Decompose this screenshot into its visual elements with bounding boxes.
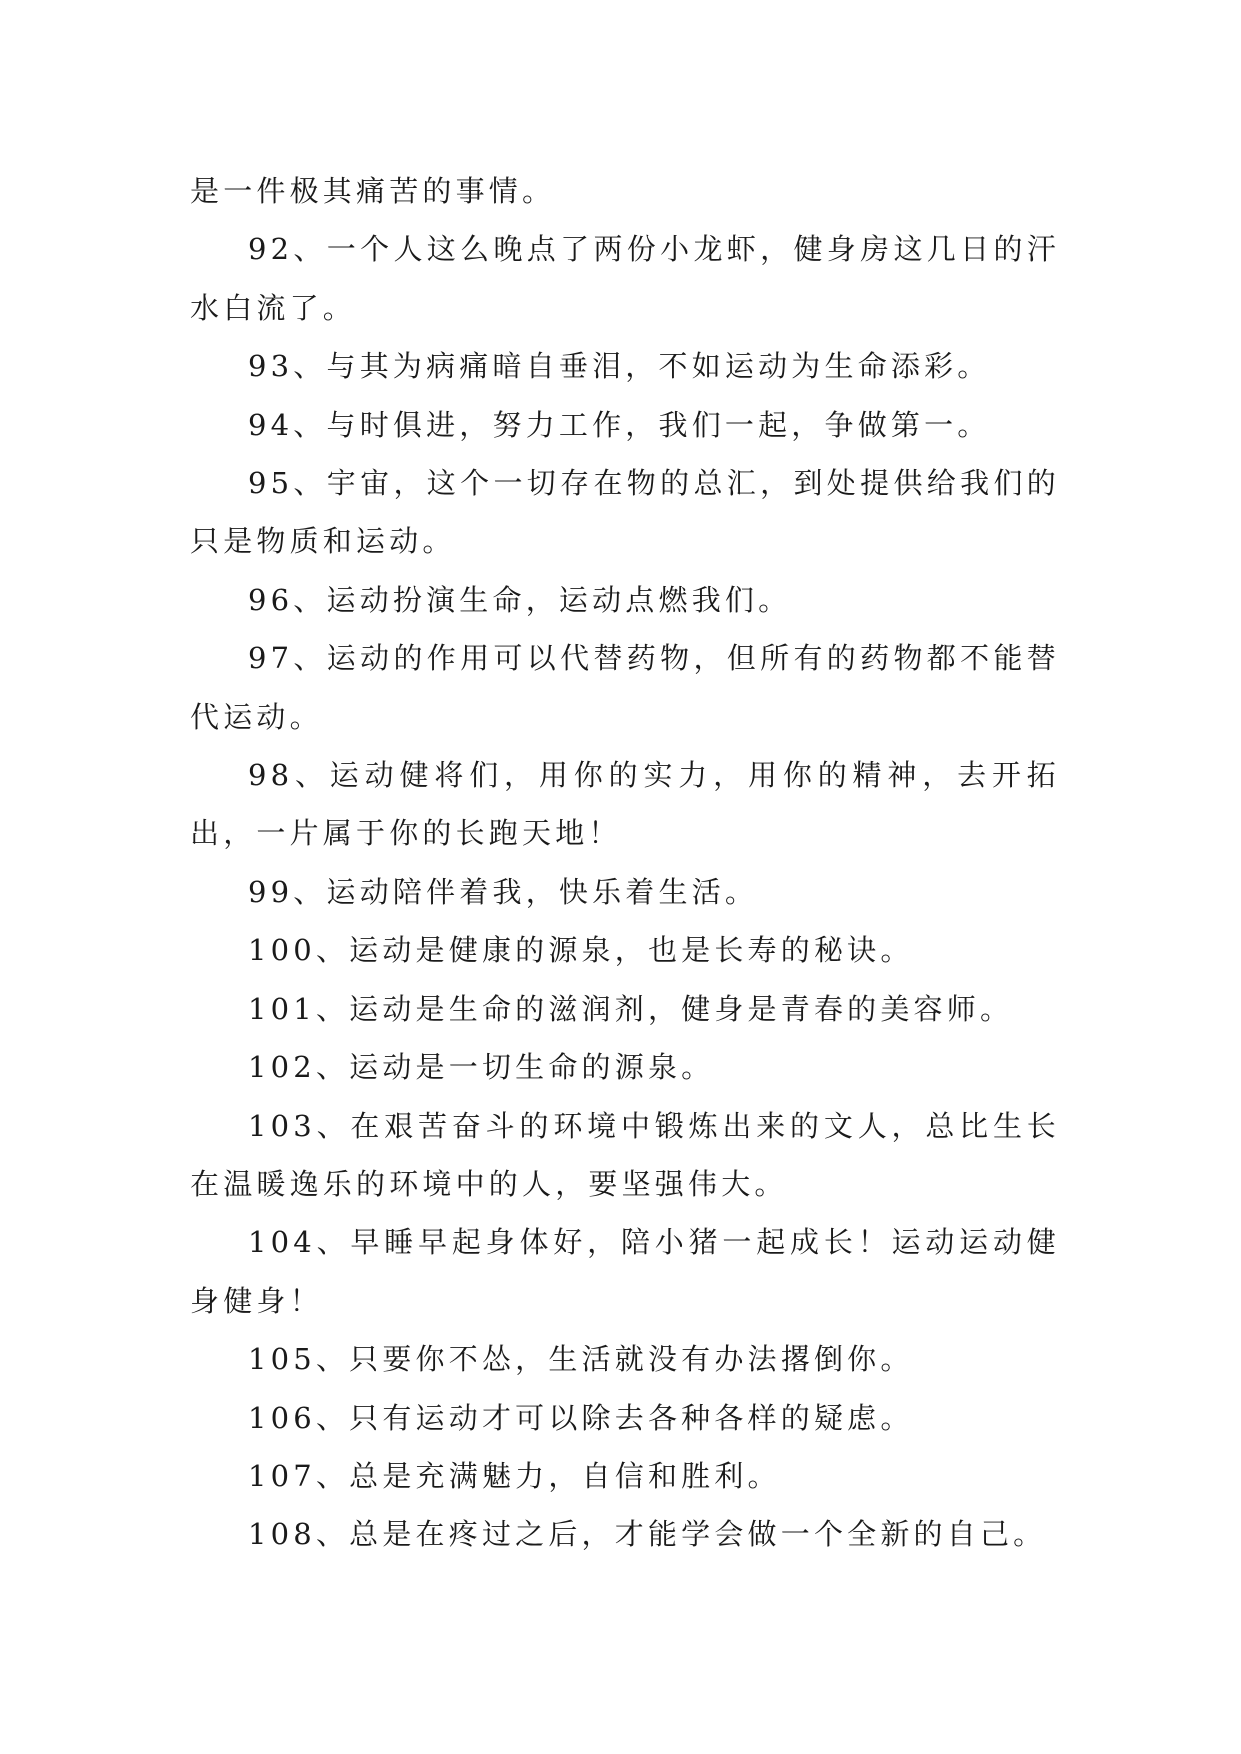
paragraph-item-97: 97、运动的作用可以代替药物，但所有的药物都不能替代运动。 xyxy=(190,641,1060,734)
paragraph-item-106: 106、只有运动才可以除去各种各样的疑虑。 xyxy=(248,1400,914,1435)
paragraph-item-105: 105、只要你不怂，生活就没有办法撂倒你。 xyxy=(248,1342,914,1377)
paragraph-item-94: 94、与时俱进，努力工作，我们一起，争做第一。 xyxy=(248,407,991,442)
paragraph-item-107: 107、总是充满魅力，自信和胜利。 xyxy=(248,1458,781,1493)
paragraph-item-101: 101、运动是生命的滋润剂，健身是青春的美容师。 xyxy=(248,991,1014,1026)
paragraph-item-96: 96、运动扮演生命，运动点燃我们。 xyxy=(248,582,792,617)
paragraph-item-99: 99、运动陪伴着我，快乐着生活。 xyxy=(248,874,759,909)
paragraph-item-92: 92、一个人这么晚点了两份小龙虾，健身房这几日的汗水白流了。 xyxy=(190,232,1060,325)
paragraph-item-102: 102、运动是一切生命的源泉。 xyxy=(248,1050,715,1085)
paragraph-item-93: 93、与其为病痛暗自垂泪，不如运动为生命添彩。 xyxy=(248,349,991,384)
paragraph-continuation: 是一件极其痛苦的事情。 xyxy=(190,174,556,208)
document-body xyxy=(190,162,1060,1564)
paragraph-item-100: 100、运动是健康的源泉，也是长寿的秘诀。 xyxy=(248,933,914,968)
paragraph-item-98: 98、运动健将们，用你的实力，用你的精神，去开拓出，一片属于你的长跑天地！ xyxy=(190,758,1060,851)
paragraph-item-108: 108、总是在疼过之后，才能学会做一个全新的自己。 xyxy=(248,1517,1047,1552)
paragraph-item-103: 103、在艰苦奋斗的环境中锻炼出来的文人，总比生长在温暖逸乐的环境中的人，要坚强伟大。 xyxy=(190,1108,1060,1201)
paragraph-item-104: 104、早睡早起身体好，陪小猪一起成长！运动运动健身健身！ xyxy=(190,1225,1060,1318)
paragraph-item-95: 95、宇宙，这个一切存在物的总汇，到处提供给我们的只是物质和运动。 xyxy=(190,466,1060,559)
